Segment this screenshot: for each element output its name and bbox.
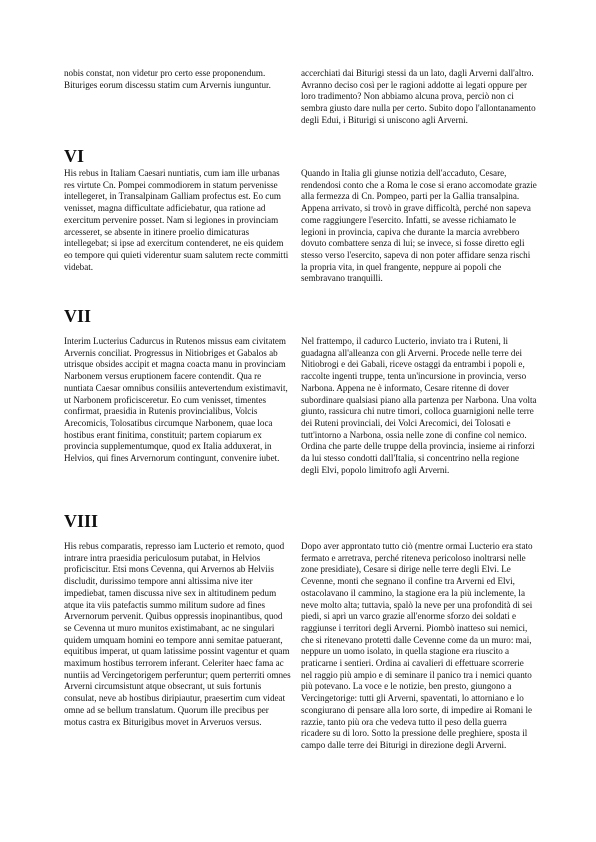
chapter-heading-vii: VII: [64, 306, 92, 326]
chapter-vi-italian-text: Quando in Italia gli giunse notizia dell'accaduto, Cesare, rendendosi conto che a Roma le cose si erano accomodate grazie alla fermezza di Cn. Pompeo, parti per la Gallia transalpina. Appena arrivato, si trovò in grave difficoltà, perché non sapeva come raggiungere l'esercito. Infatti, se avesse richiamato le legioni in provincia, capiva che durante la marcia avrebbero dovuto combattere senza di lui; se invece, si fosse diretto egli stesso verso l'esercito, sapeva di non poter affidare senza rischi la propria vita, in quel frangente, neppure ai popoli che sembravano tranquilli.: [301, 168, 537, 284]
intro-italian-text: accerchiati dai Biturigi stessi da un lato, dagli Arverni dall'altro. Avranno deciso così per le ragioni addotte ai legati oppure per loro tradimento? Non abbiamo alcuna prova, perciò non ci sembra giusto dare nulla per certo. Subito dopo l'allontanamento degli Edui, i Biturigi si uniscono agli Arverni.: [301, 68, 536, 125]
chapter-heading-viii: VIII: [64, 511, 99, 531]
chapter-viii-section: [64, 541, 537, 752]
chapter-viii-latin-text: His rebus comparatis, represso iam Lucterio et remoto, quod intrare intra praesidia periculosum putabat, in Helvios proficiscitur. Etsi mons Cevenna, qui Arvernos ab Helviis discludit, durissimo tempore anni altissima nive iter impediebat, tamen discussa nive sex in altitudinem pedum atque ita viis patefactis summo militum sudore ad fines Arvernorum pervenit. Quibus oppressis inopinantibus, quod se Cevenna ut muro munitos existimabant, ac ne singulari quidem umquam homini eo tempore anni semitae patuerant, equitibus imperat, ut quam latissime possint vagentur et quam maximum hostibus terrorem inferant. Celeriter haec fama ac nuntiis ad Vercingetorigem perferuntur; quem perterriti omnes Arverni circumsistunt atque obsecrant, ut suis fortunis consulat, neve ab hostibus diripiautur, praesertim cum videat omne ad se bellum translatum. Quorum ille precibus per motus castra ex Biturigibus movet in Arveruos versus.: [64, 541, 291, 727]
chapter-vii-latin-text: Interim Lucterius Cadurcus in Rutenos missus eam civitatem Arvernis conciliat. Progressus in Nitiobriges et Gabalos ab utrisque obsides accipit et magna coacta manu in provinciam Narbonem versus eruptionem facere contendit. Qua re nuntiata Caesar omnibus consiliis antevertendum existimavit, ut Narbonem proficisceretur. Eo cum venisset, timentes confirmat, praesidia in Rutenis provincialibus, Volcis Arecomicis, Tolosatibus circumque Narbonem, quae loca hostibus erant finitima, constituit; partem copiarum ex provincia supplementumque, quod ex Italia adduxerat, in Helvios, qui fines Arvernorum contingunt, convenire iubet.: [64, 336, 288, 464]
chapter-vii-italian-text: Nel frattempo, il cadurco Lucterio, inviato tra i Ruteni, li guadagna all'alleanza con gli Arverni. Procede nelle terre dei Nitiobrogi e dei Gabali, riceve ostaggi da entrambi i popoli e, raccolte ingenti truppe, tenta un'incursione in provincia, verso Narbona. Appena ne è informato, Cesare ritenne di dover subordinare qualsiasi piano alla partenza per Narbona. Una volta giunto, rassicura chi nutre timori, colloca guarnigioni nelle terre dei Ruteni provinciali, dei Volci Arecomici, dei Tolosati e tutt'intorno a Narbona, ossia nelle zone di confine col nemico. Ordina che parte delle truppe della provincia, insieme ai rinforzi da lui stesso condotti dall'Italia, si concentrino nella regione degli Elvi, popolo limitrofo agli Arverni.: [301, 336, 537, 475]
chapter-vi-section: [64, 168, 537, 306]
intro-latin-text: nobis constat, non videtur pro certo esse proponendum. Bituriges eorum discessu statim cum Arvernis iunguntur.: [64, 68, 271, 90]
chapter-heading-vi: VI: [64, 146, 85, 166]
chapter-vi-latin-text: His rebus in Italiam Caesari nuntiatis, cum iam ille urbanas res virtute Cn. Pompei commodiorem in statum pervenisse intellegeret, in Transalpinam Galliam profectus est. Eo cum venisset, magna difficultate adficiebatur, qua ratione ad exercitum pervenire posset. Nam si legiones in provinciam arcesseret, se absente in itinere proelio dimicaturas intellegebat; si ipse ad exercitum contenderet, ne eis quidem eo tempore qui quieti viderentur suam salutem recte committi videbat.: [64, 168, 289, 272]
intro-section: [64, 68, 537, 146]
chapter-vii-section: [64, 336, 537, 511]
chapter-viii-italian-text: Dopo aver approntato tutto ciò (mentre ormai Lucterio era stato fermato e arretrava, perché riteneva pericoloso inoltrarsi nelle zone presidiate), Cesare si dirige nelle terre degli Elvi. Le Cevenne, monti che segnano il confine tra Arverni ed Elvi, ostacolavano il cammino, la stagione era la più inclemente, la neve molto alta; tuttavia, spalò la neve per una profondità di sei piedi, si aprì un varco grazie all'enorme sforzo dei soldati e raggiunse i territori degli Arverni. Piombò inatteso sui nemici, che si ritenevano protetti dalle Cevenne come da un muro: mai, neppure un uomo isolato, in quella stagione era riuscito a praticarne i sentieri. Ordina ai cavalieri di effettuare scorrerie nel raggio più ampio e di seminare il panico tra i nemici quanto più potevano. La voce e le notizie, ben presto, giungono a Vercingetorige: tutti gli Arverni, spaventati, lo attorniano e lo scongiurano di pensare alla loro sorte, di impedire ai Romani le razzie, tanto più ora che vedeva tutto il peso della guerra ricadere su di loro. Sotto la pressione delle preghiere, sposta il campo dalle terre dei Biturigi in direzione degli Arverni.: [301, 541, 533, 750]
document-page: [64, 68, 537, 752]
